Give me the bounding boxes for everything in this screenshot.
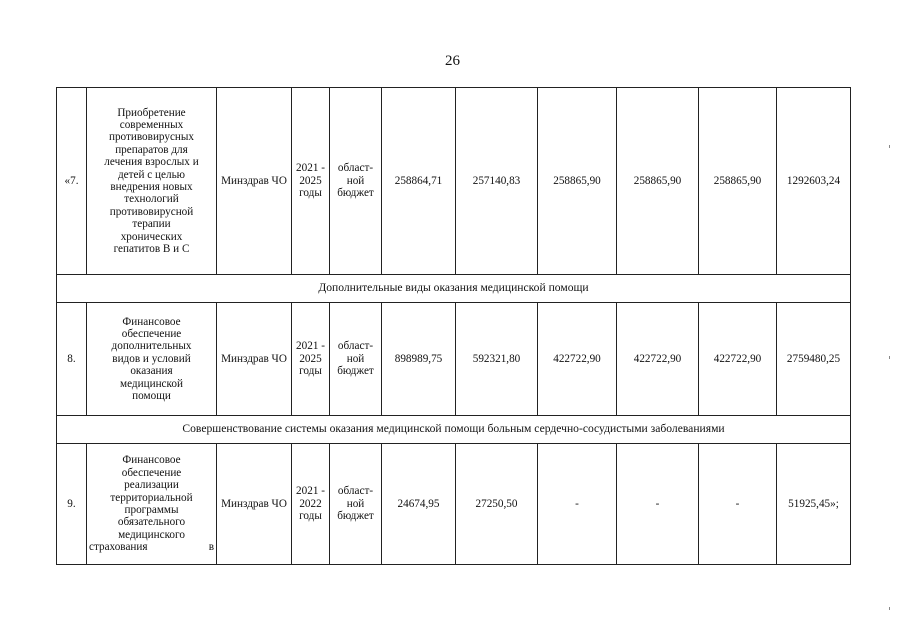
period-cell: 2021 - 2022 годы [292,444,330,565]
row-number: 9. [57,444,87,565]
value-2025: 422722,90 [699,303,777,416]
section-heading: Совершенствование системы оказания медицинской помощи больным сердечно-сосудистыми заболеваниями [57,416,851,444]
measure-name: Финансовое обеспечение дополнительных видов и условий оказания медицинской помощи [87,303,217,416]
measure-name-last-word: страхования [89,541,148,554]
value-2021: 898989,75 [382,303,456,416]
value-2025: 258865,90 [699,88,777,275]
value-2024: 258865,90 [617,88,699,275]
value-2022: 257140,83 [456,88,538,275]
value-total: 1292603,24 [777,88,851,275]
table-row [57,88,851,275]
value-2021: 24674,95 [382,444,456,565]
source-cell: област-ной бюджет [330,444,382,565]
scan-speck [889,356,890,359]
executor-cell: Минздрав ЧО [217,88,292,275]
value-total: 51925,45»; [777,444,851,565]
period-cell: 2021 - 2025 годы [292,303,330,416]
source-cell: област-ной бюджет [330,303,382,416]
table-row [57,444,851,565]
row-number: «7. [57,88,87,275]
measure-name-last-line [89,541,214,553]
scan-speck [889,145,890,148]
period-cell: 2021 - 2025 годы [292,88,330,275]
value-total: 2759480,25 [777,303,851,416]
executor-cell: Минздрав ЧО [217,444,292,565]
value-2025: - [699,444,777,565]
budget-table [56,87,851,565]
value-2022: 27250,50 [456,444,538,565]
measure-name [87,444,217,565]
section-row [57,275,851,303]
value-2023: - [538,444,617,565]
value-2022: 592321,80 [456,303,538,416]
value-2024: 422722,90 [617,303,699,416]
value-2024: - [617,444,699,565]
section-heading: Дополнительные виды оказания медицинской помощи [57,275,851,303]
row-number: 8. [57,303,87,416]
section-row [57,416,851,444]
value-2021: 258864,71 [382,88,456,275]
executor-cell: Минздрав ЧО [217,303,292,416]
measure-name-text: Финансовое обеспечение реализации территориальной программы обязательного медицинского [110,454,193,541]
value-2023: 422722,90 [538,303,617,416]
measure-name-last-tail: в [208,541,214,554]
scan-speck [889,607,890,610]
measure-name: Приобретение современных противовирусных препаратов для лечения взрослых и детей с целью внедрения новых технологий противовирусной терапии хронических гепатитов В и С [87,88,217,275]
source-cell: област-ной бюджет [330,88,382,275]
value-2023: 258865,90 [538,88,617,275]
page-number: 26 [445,53,460,69]
table-row [57,303,851,416]
